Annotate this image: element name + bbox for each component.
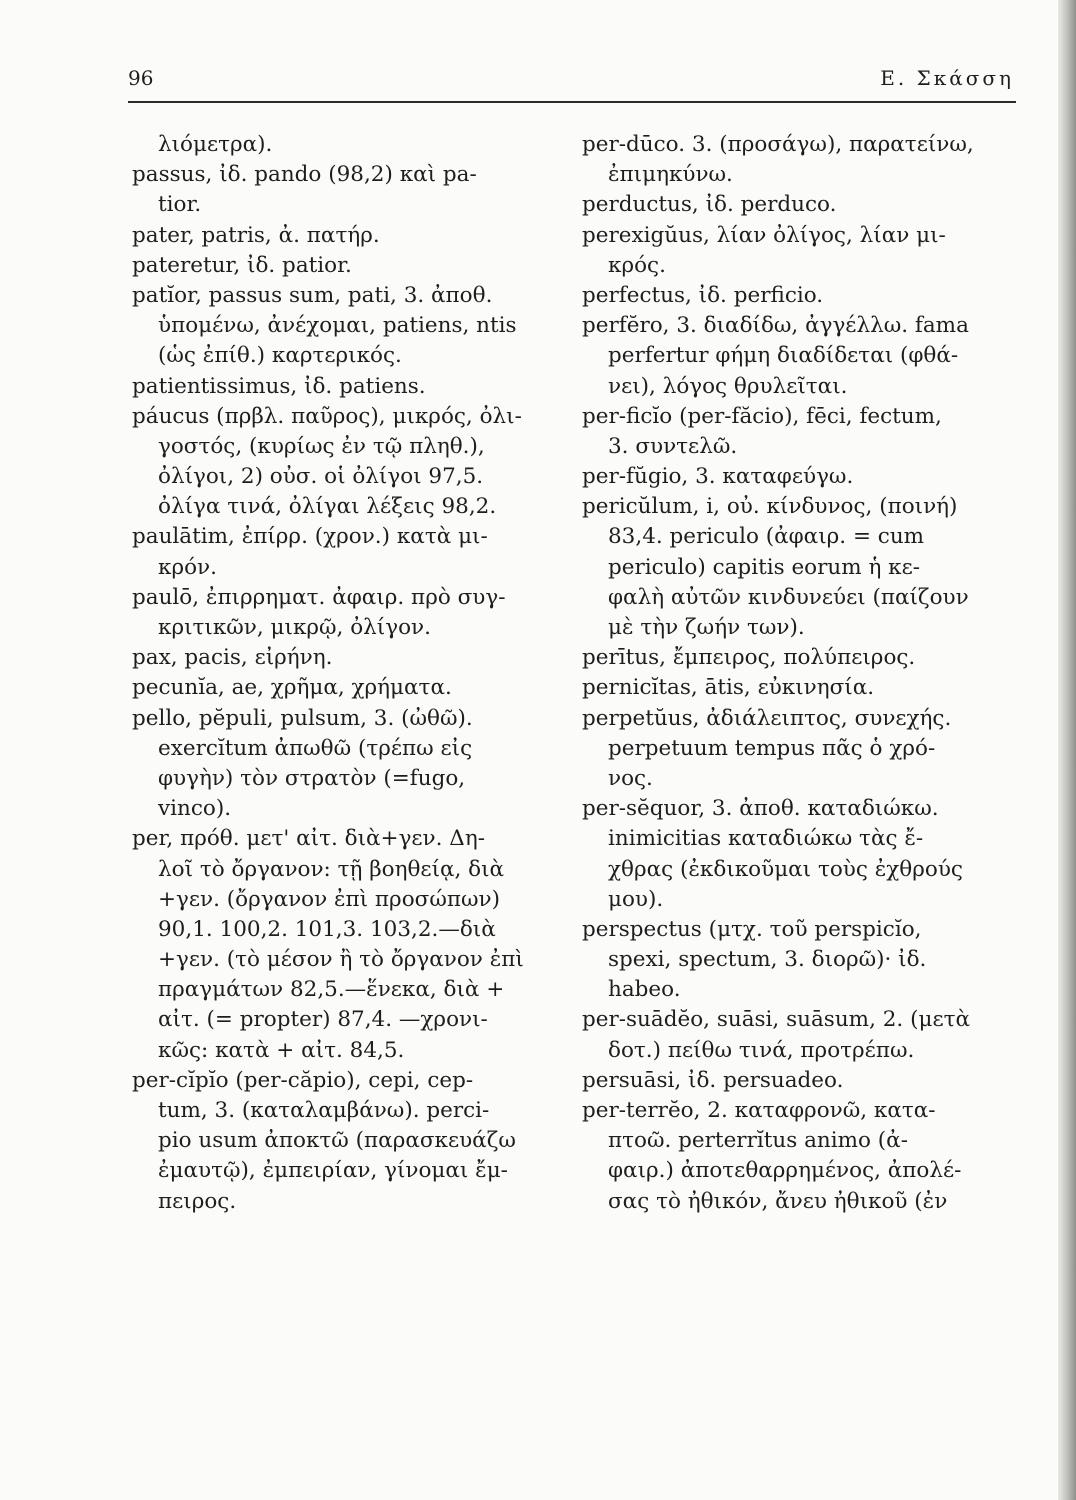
dictionary-line: λοῖ τὸ ὄργανον: τῇ βοηθείᾳ, διὰ bbox=[158, 856, 505, 882]
dictionary-line: 90,1. 100,2. 101,3. 103,2.—διὰ bbox=[158, 916, 496, 942]
dictionary-line: perfĕro, 3. διαδίδω, ἀγγέλλω. fama bbox=[582, 313, 969, 339]
dictionary-line: paulātim, ἐπίρρ. (χρον.) κατὰ μι- bbox=[132, 524, 488, 550]
dictionary-line: perītus, ἔμπειρος, πολύπειρος. bbox=[582, 645, 916, 671]
dictionary-line: páucus (πρβλ. παῦρος), μικρός, ὀλι- bbox=[132, 403, 522, 429]
dictionary-line: λιόμετρα). bbox=[158, 132, 273, 157]
dictionary-line: per-dūco. 3. (προσάγω), παρατείνω, bbox=[582, 132, 974, 157]
dictionary-line: (ὡς ἐπίθ.) καρτερικός. bbox=[158, 343, 402, 369]
dictionary-line: pernicĭtas, ātis, εὐκινησία. bbox=[582, 675, 875, 701]
dictionary-line: perpetŭus, ἀδιάλειπτος, συνεχής. bbox=[582, 705, 952, 731]
dictionary-line: πτοῶ. perterrĭtus animo (ἀ- bbox=[608, 1128, 908, 1154]
dictionary-line: vinco). bbox=[158, 796, 232, 822]
dictionary-line: persuāsi, ἰδ. persuadeo. bbox=[582, 1067, 844, 1093]
dictionary-line: χθρας (ἐκδικοῦμαι τοὺς ἐχθρούς bbox=[608, 856, 963, 882]
dictionary-line: φαλὴ αὐτῶν κινδυνεύει (παίζουν bbox=[608, 584, 969, 610]
dictionary-line: patĭor, passus sum, pati, 3. ἀποθ. bbox=[132, 282, 493, 308]
dictionary-line: inimicitias καταδιώκω τὰς ἔ- bbox=[608, 826, 924, 852]
dictionary-line: passus, ἰδ. pando (98,2) καὶ pa- bbox=[132, 162, 477, 188]
dictionary-line: κρός. bbox=[608, 252, 666, 278]
dictionary-line: κρόν. bbox=[158, 554, 217, 580]
dictionary-line: ἐπιμηκύνω. bbox=[608, 162, 733, 188]
dictionary-line: perexigŭus, λίαν ὀλίγος, λίαν μι- bbox=[582, 222, 946, 248]
dictionary-line: perpetuum tempus πᾶς ὁ χρό- bbox=[608, 735, 936, 761]
dictionary-line: κριτικῶν, μικρῷ, ὀλίγον. bbox=[158, 615, 431, 640]
dictionary-line: per-suādĕo, suāsi, suāsum, 2. (μετὰ bbox=[582, 1007, 970, 1033]
dictionary-line: φαιρ.) ἀποτεθαρρημένος, ἀπολέ- bbox=[608, 1158, 962, 1184]
page-header bbox=[128, 66, 1014, 96]
dictionary-line: ὀλίγα τινά, ὀλίγαι λέξεις 98,2. bbox=[158, 494, 497, 520]
dictionary-line: ὑπομένω, ἀνέχομαι, patiens, ntis bbox=[158, 313, 517, 339]
dictionary-line: pericŭlum, i, οὐ. κίνδυνος, (ποινή) bbox=[582, 494, 958, 520]
dictionary-line: 83,4. periculo (ἀφαιρ. = cum bbox=[608, 524, 925, 550]
dictionary-line: pateretur, ἰδ. patior. bbox=[132, 252, 352, 278]
dictionary-line: πειρος. bbox=[158, 1188, 237, 1214]
dictionary-line: δοτ.) πείθω τινά, προτρέπω. bbox=[608, 1037, 915, 1063]
dictionary-line: periculo) capitis eorum ἡ κε- bbox=[608, 554, 921, 580]
dictionary-line: 3. συντελῶ. bbox=[608, 433, 738, 459]
dictionary-line: per-ficĭo (per-făcio), fēci, fectum, bbox=[582, 403, 942, 429]
dictionary-line: per, πρόθ. μετ' αἰτ. διὰ+γεν. Δη- bbox=[132, 826, 485, 852]
page-edge-shadow bbox=[1058, 0, 1076, 1500]
page-number: 96 bbox=[128, 66, 154, 90]
dictionary-line: per-fŭgio, 3. καταφεύγω. bbox=[582, 464, 854, 490]
dictionary-line: pecunĭa, ae, χρῆμα, χρήματα. bbox=[132, 675, 452, 701]
dictionary-line: μὲ τὴν ζωήν των). bbox=[608, 615, 805, 640]
dictionary-line: perspectus (μτχ. τοῦ perspicĭo, bbox=[582, 916, 922, 942]
dictionary-line: habeo. bbox=[608, 977, 681, 1003]
dictionary-line: ὀλίγοι, 2) οὐσ. οἱ ὀλίγοι 97,5. bbox=[158, 464, 484, 490]
dictionary-line: exercĭtum ἀπωθῶ (τρέπω εἰς bbox=[158, 735, 473, 761]
dictionary-line: σας τὸ ἠθικόν, ἄνευ ἠθικοῦ (ἐν bbox=[608, 1188, 948, 1214]
dictionary-line: +γεν. (ὄργανον ἐπὶ προσώπων) bbox=[158, 886, 500, 912]
dictionary-line: per-sĕquor, 3. ἀποθ. καταδιώκω. bbox=[582, 796, 939, 822]
dictionary-line: paulō, ἐπιρρηματ. ἀφαιρ. πρὸ συγ- bbox=[132, 584, 506, 610]
dictionary-line: γοστός, (κυρίως ἐν τῷ πληθ.), bbox=[158, 433, 485, 459]
right-column bbox=[582, 130, 1014, 1217]
dictionary-line: per-cĭpĭo (per-căpio), cepi, cep- bbox=[132, 1067, 474, 1093]
dictionary-line: perfertur φήμη διαδίδεται (φθά- bbox=[608, 343, 959, 369]
dictionary-line: tum, 3. (καταλαμβάνω). perci- bbox=[158, 1098, 490, 1123]
dictionary-line: νος. bbox=[608, 765, 653, 791]
dictionary-line: spexi, spectum, 3. διορῶ)· ἰδ. bbox=[608, 947, 927, 973]
dictionary-line: perfectus, ἰδ. perficio. bbox=[582, 282, 824, 308]
header-rule bbox=[128, 101, 1016, 103]
dictionary-line: κῶς: κατὰ + αἰτ. 84,5. bbox=[158, 1037, 405, 1063]
dictionary-line: per-terrĕo, 2. καταφρονῶ, κατα- bbox=[582, 1098, 936, 1123]
running-head: Ε. Σκάσση bbox=[880, 66, 1014, 90]
dictionary-line: αἰτ. (= propter) 87,4. —χρονι- bbox=[158, 1007, 488, 1033]
dictionary-line: πραγμάτων 82,5.—ἕνεκα, διὰ + bbox=[158, 977, 505, 1003]
dictionary-line: pax, pacis, εἰρήνη. bbox=[132, 645, 333, 671]
dictionary-line: μου). bbox=[608, 886, 664, 912]
dictionary-line: patientissimus, ἰδ. patiens. bbox=[132, 373, 426, 399]
dictionary-line: pater, patris, ἀ. πατήρ. bbox=[132, 222, 380, 248]
dictionary-line: φυγὴν) τὸν στρατὸν (=fugo, bbox=[158, 765, 466, 791]
dictionary-line: νει), λόγος θρυλεῖται. bbox=[608, 373, 848, 399]
dictionary-line: ἐμαυτῷ), ἐμπειρίαν, γίνομαι ἔμ- bbox=[158, 1158, 508, 1184]
dictionary-line: pello, pĕpuli, pulsum, 3. (ὠθῶ). bbox=[132, 705, 473, 731]
dictionary-line: perductus, ἰδ. perduco. bbox=[582, 192, 837, 218]
dictionary-line: pio usum ἀποκτῶ (παρασκευάζω bbox=[158, 1128, 516, 1154]
dictionary-line: +γεν. (τὸ μέσον ἢ τὸ ὄργανον ἐπὶ bbox=[158, 947, 524, 973]
left-column bbox=[132, 130, 552, 1217]
dictionary-line: tior. bbox=[158, 192, 202, 218]
